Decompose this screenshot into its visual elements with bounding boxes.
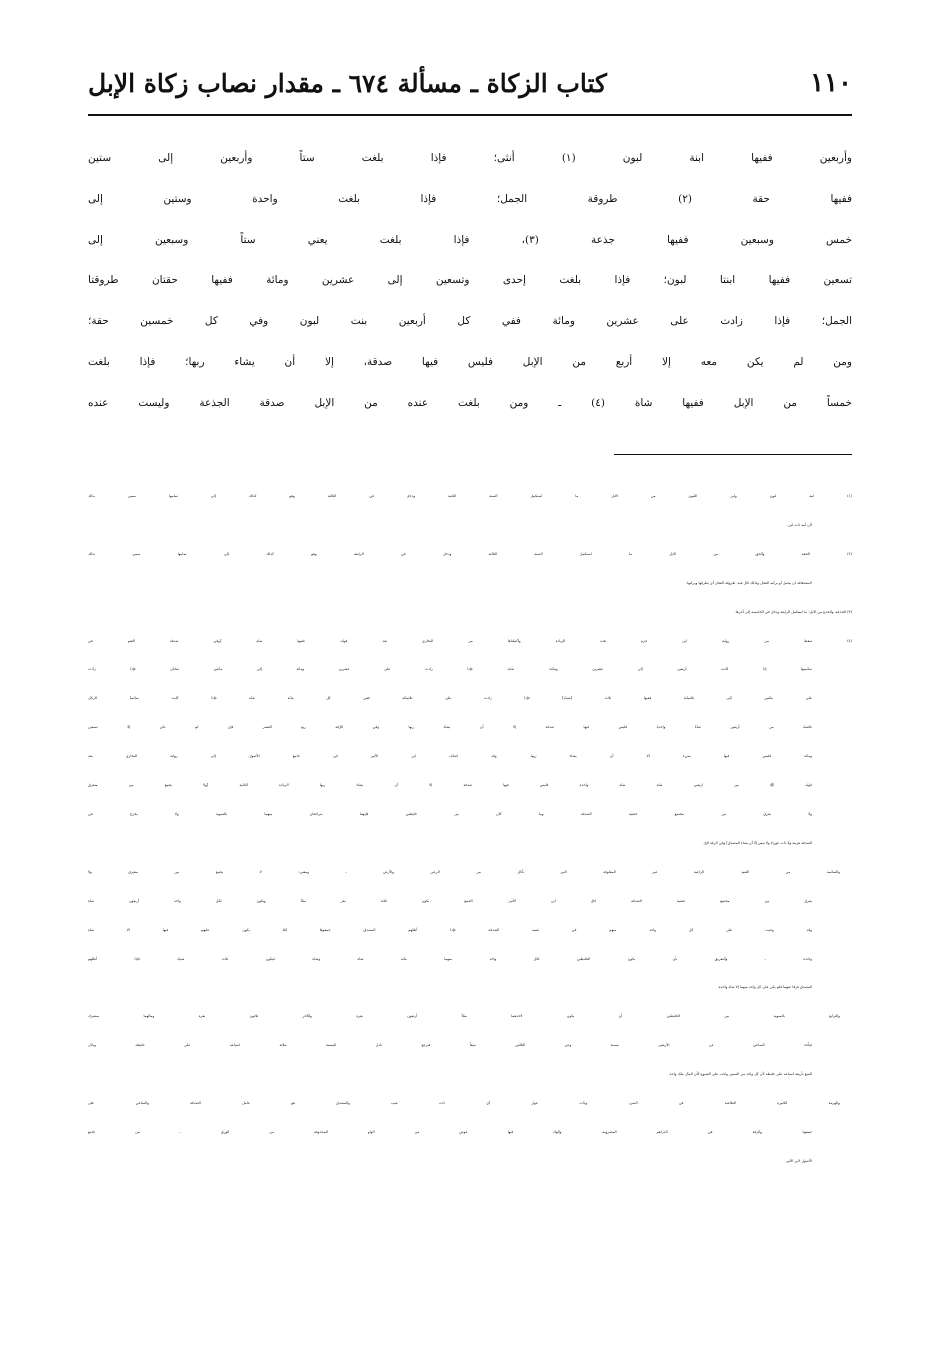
header-rule xyxy=(88,114,852,116)
page-header xyxy=(88,62,852,104)
footnote-line: فيأخذ الساعي عن الأربعين مسنة وعن الثلاثين تبيعاً فيرجع باذل المسنة بثلاثة اسباعه على خليطه وباذل xyxy=(88,1043,812,1048)
footnote-line: قوله ﷺ من اربعين شاة شاة واحدة فليس فيها صدقة إلا أن يشاء ربها الزيادة التالية [ولا يجمع بين متفرق xyxy=(88,783,812,788)
page-number: ١١٠ xyxy=(810,68,852,98)
footnote-line: (٢) الحقة والحق من الابل ما استكمل السنة الثالثة ودخل في الرابعة وهو كذلك إلى تمامها سمي بذلك xyxy=(88,551,852,556)
footnote-line: التبيع بأربعة اسباعه على خليطه لأن كل واحد من السنين واجب على الشيوع كأن المال ملك واحد. xyxy=(668,1072,812,1077)
footnote-line: والهرمة الكبيرة الطاعنة في السن. وذات عوار أي ذات عيب والمصدق هو عامل الصدقة والساعي على xyxy=(88,1101,840,1106)
footnote-line: المصدق فرقا عنهما فلم يكن على كل واحد منهما إلا شاة واحدة. xyxy=(717,985,812,990)
footnote-line: جمعها، والرقة هي الدراهم المضروبة، والهاء فيها عوض من الواو المحذوفة من الورق ـ من جامع xyxy=(88,1129,812,1134)
footnote-line: ناقصةً من أربعين شاةً واحدةً فليس فيها صدقة إلا أن يشاء ربها وفي الرِّقة ربع العشر فإن لم تكن إلا تسعين xyxy=(88,725,812,730)
footnote-line: والسائمة من الغنم: الراعية غير المعلوفة التي تأكل من الرعي والأرض ـ ومعنى: لا يجمع بين متفرق ولا xyxy=(88,869,840,874)
footnote-line: لاستحقاقه ان يحمل أو يركبه الفحل ولذلك قال فيه: طروقة الفحل أي يطرقها ويركبها. xyxy=(685,580,812,585)
footnote-line: لأن أمه ذات لبن. xyxy=(786,522,812,527)
footnote-line: يفرق بين مجتمع خشية الصدقة قال ابن الأثير: الجمع يكون ثلاثة نفر مثلاً ويكون لكل واحد أربعون شاة xyxy=(88,898,812,903)
footnote-line: ومائة فليس فيها شيء إلا أن يشاء ربها. وقد اضاف ابن الأثير في جامع الأصول إلى رواية البخاري بعد xyxy=(88,754,812,759)
footnotes xyxy=(88,482,852,1176)
footnote-line: الصدقة هرمة ولا ذات عوراء ولا تيس إلا أن يشاء المصدق] وفي الرقة الخ. xyxy=(703,840,812,845)
footnote-line: ولا يفرق بين مجتمع خشية الصدقة وما كان من خليطين فإنهما يتراجعان بينهما بالسوية ولا يخرج في xyxy=(88,811,812,816)
text-line: تسعين ففيها ابنتا لبون؛ فإذا بلغت إحدى وتسعين إلى عشرين ومائة ففيها حقتان طروقتا xyxy=(88,274,852,287)
text-line: ففيها حقة (٢) طروقة الجمل؛ فإذا بلغت واحدة وستين إلى xyxy=(88,192,852,205)
footnote-line: وقد وجبت على كل واحد منهم في غنمه الصدقة فإذا أظلهم المصدق جمعوها لئلا يكون عليهم فيها الا شاة xyxy=(88,927,812,932)
footnote-line: (١) ابنة لبون وابن اللبون من الابل ما استكمل السنة الثانية ودخل في الثالثة وهو كذلك إلى تمامها سمي بذلك xyxy=(88,494,852,498)
footnote-line: (٤) سقط من رواية ابن حزم هذه الزيادة وأكملناها من البخاري بعد قوله: ففيها شاة [وفي صدقة الغنم في xyxy=(88,638,852,643)
footnote-line: والترابع بالسوية بين الخليطين أن يكون لاحدهما مثلاً أربعون بقرة وللآخر ثلاثون بقرة ومالهما مشترك xyxy=(88,1014,840,1019)
text-line: الجمل؛ فإذا زادت على عشرين ومائة ففي كل أربعين بنت لبون وفي كل خمسين حقة؛ xyxy=(88,315,852,328)
main-text xyxy=(88,138,852,424)
footnote-separator xyxy=(614,454,852,455)
footnote-line: الأصول لابن الأثير. xyxy=(785,1158,812,1163)
footnote-line: (٣) الجذعة، والجذع من الابل: ما استكمل الرابعة ودخل في الخامسة إلى آخرها. xyxy=(734,609,852,614)
text-line: وأربعين ففيها ابنة لبون (١) أنثى؛ فإذا بلغت ستاً وأربعين إلى ستين xyxy=(88,152,852,164)
footnote-line: سائمتها إذا كانت أربعين إلى عشرين ومائة؛ شاة، فإذا زادت على عشرين ومائة إلى مائتين شاتان فإذا زادت xyxy=(88,667,812,672)
text-line: ومن لم يكن معه إلا أربع من الإبل فليس فيها صدقة، إلا أن يشاء ربها؛ فإذا بلغت xyxy=(88,355,852,368)
footnote-line: على مائتين إلى ثلاثمائة ففيها ثلاث [شياه] فإذا زادت على ثلاثمائة ففي كل مائة شاة فإذا كانت سائمةُ الرجُل xyxy=(88,696,812,701)
text-line: خمس وسبعين ففيها جذعة (٣)، فإذا بلغت يعني ستاً وسبعين إلى xyxy=(88,233,852,246)
footnote-line: واحدة ـ والتفريق بأن يكون الخليطين لكل واحد منهما مائة شاة وشاة فيكون ثلاث شياه فإذا أظلهم xyxy=(88,956,812,961)
running-title: كتاب الزكاة ـ مسألة ٦٧٤ ـ مقدار نصاب زكاة الإبل xyxy=(88,68,607,98)
text-line: خمساً من الإبل ففيها شاة (٤) ـ ومن بلغت عنده من الإبل صدقة الجذعة وليست عنده xyxy=(88,396,852,409)
